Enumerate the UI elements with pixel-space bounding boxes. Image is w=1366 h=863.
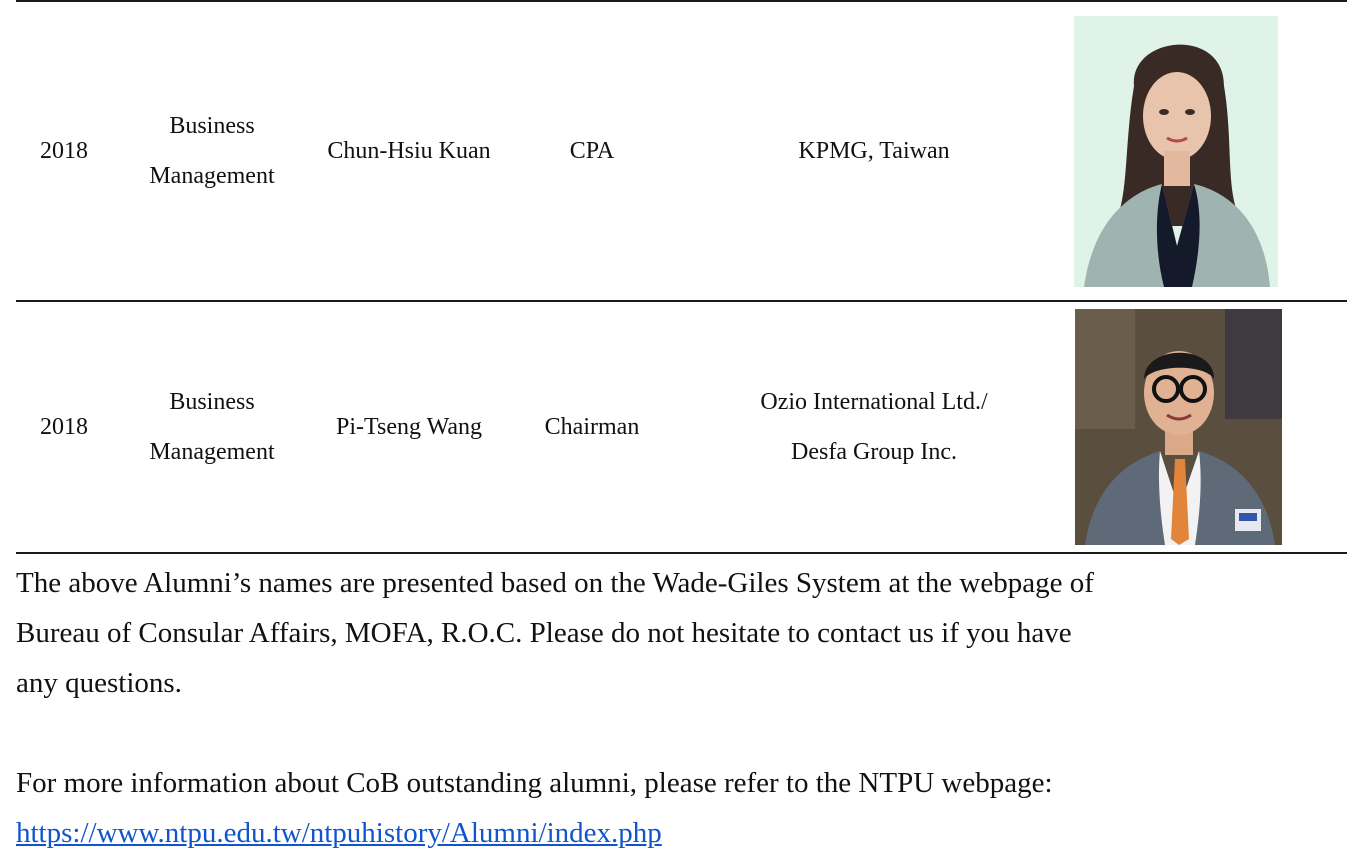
title-cell: Chairman (544, 414, 640, 440)
title-cell: CPA (569, 138, 615, 164)
department-line: Management (149, 163, 275, 189)
organization-line: KPMG, Taiwan (798, 138, 950, 164)
spacer (16, 708, 1316, 758)
alumni-photo (1075, 309, 1282, 545)
notes-section (16, 558, 1316, 858)
organization-line: Ozio International Ltd./ (760, 389, 988, 415)
name-cell: Chun-Hsiu Kuan (327, 138, 491, 164)
notes-line: any questions. (16, 667, 182, 699)
more-info-text: For more information about CoB outstanding alumni, please refer to the NTPU webpage: (16, 767, 1053, 799)
table-bottom-rule (16, 552, 1347, 554)
alumni-photo (1074, 16, 1278, 287)
notes-line: Bureau of Consular Affairs, MOFA, R.O.C. Please do not hesitate to contact us if you have (16, 617, 1072, 649)
department-line: Business (169, 389, 255, 415)
year-cell: 2018 (40, 138, 88, 164)
organization-cell (684, 302, 1064, 552)
department-cell (132, 2, 292, 300)
portrait-woman-image (1074, 16, 1278, 287)
organization-cell (684, 2, 1064, 300)
name-cell: Pi-Tseng Wang (336, 414, 482, 440)
department-cell (132, 302, 292, 552)
organization-line: Desfa Group Inc. (791, 439, 957, 465)
department-line: Business (169, 113, 255, 139)
year-cell: 2018 (40, 414, 88, 440)
notes-line: The above Alumni’s names are presented based on the Wade-Giles System at the webpage of (16, 567, 1094, 599)
department-line: Management (149, 439, 275, 465)
portrait-man-image (1075, 309, 1282, 545)
ntpu-alumni-link[interactable]: https://www.ntpu.edu.tw/ntpuhistory/Alumni/index.php (16, 817, 662, 849)
